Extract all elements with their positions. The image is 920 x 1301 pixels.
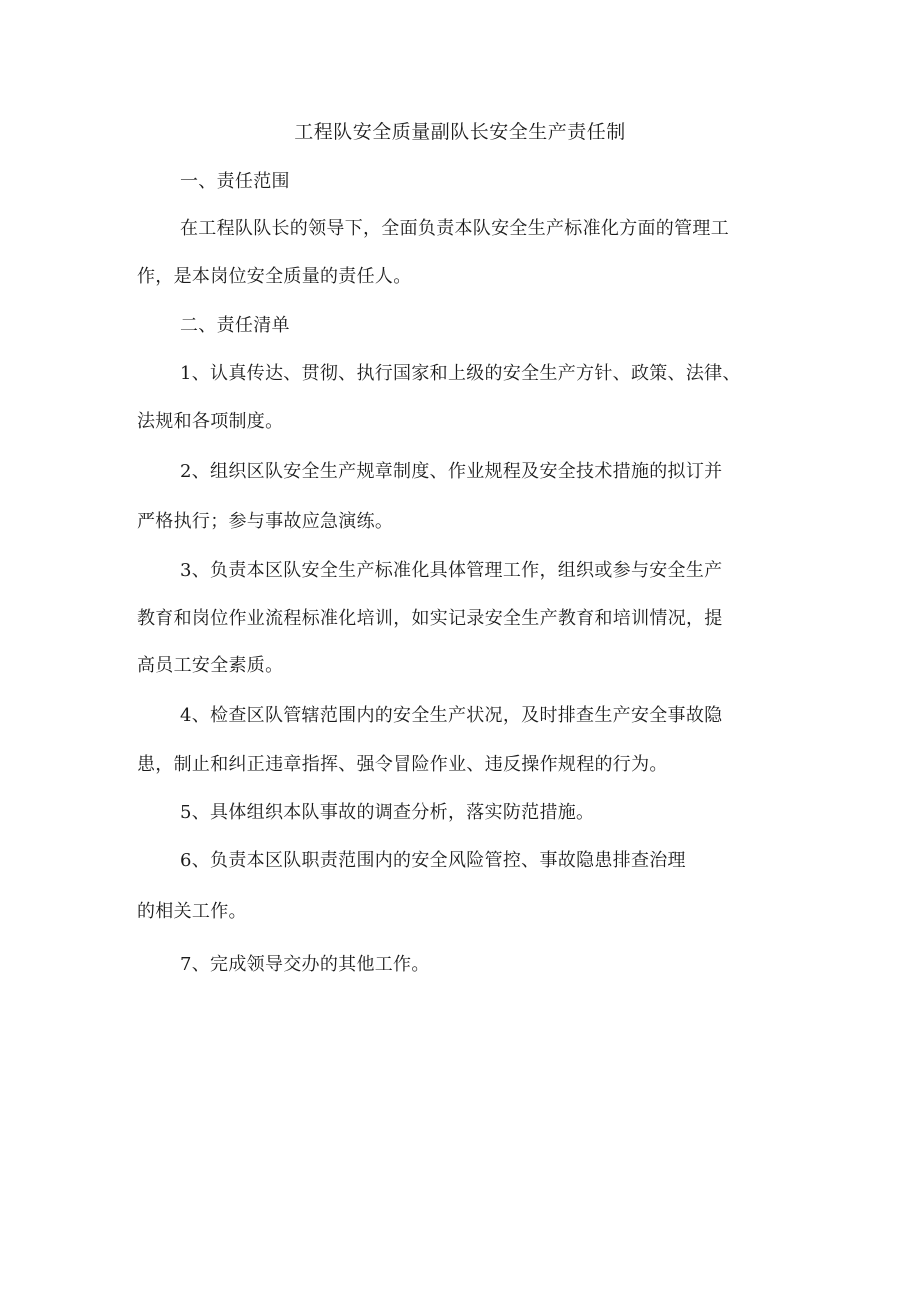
scope-paragraph-line-2: 作，是本岗位安全质量的责任人。 bbox=[137, 266, 412, 287]
item-6-line-1: 6、负责本区队职责范围内的安全风险管控、事故隐患排查治理 bbox=[180, 850, 686, 871]
item-4-line-2: 患，制止和纠正违章指挥、强令冒险作业、违反操作规程的行为。 bbox=[137, 754, 668, 775]
scope-paragraph-line-1: 在工程队队长的领导下，全面负责本队安全生产标准化方面的管理工 bbox=[180, 218, 729, 239]
section-heading-list: 二、责任清单 bbox=[180, 315, 290, 336]
item-5-line-1: 5、具体组织本队事故的调查分析，落实防范措施。 bbox=[180, 802, 595, 823]
section-heading-scope: 一、责任范围 bbox=[180, 171, 290, 192]
item-2-line-2: 严格执行；参与事故应急演练。 bbox=[137, 511, 394, 532]
item-1-line-1: 1、认真传达、贯彻、执行国家和上级的安全生产方针、政策、法律、 bbox=[180, 363, 741, 384]
item-2-line-1: 2、组织区队安全生产规章制度、作业规程及安全技术措施的拟订并 bbox=[180, 461, 723, 482]
item-3-line-3: 高员工安全素质。 bbox=[137, 655, 284, 676]
document-title: 工程队安全质量副队长安全生产责任制 bbox=[294, 121, 626, 143]
item-1-line-2: 法规和各项制度。 bbox=[137, 411, 284, 432]
item-4-line-1: 4、检查区队管辖范围内的安全生产状况，及时排查生产安全事故隐 bbox=[180, 705, 723, 726]
item-7-line-1: 7、完成领导交办的其他工作。 bbox=[180, 954, 430, 975]
item-6-line-2: 的相关工作。 bbox=[137, 901, 247, 922]
item-3-line-1: 3、负责本区队安全生产标准化具体管理工作，组织或参与安全生产 bbox=[180, 560, 723, 581]
item-3-line-2: 教育和岗位作业流程标准化培训，如实记录安全生产教育和培训情况，提 bbox=[137, 608, 723, 629]
